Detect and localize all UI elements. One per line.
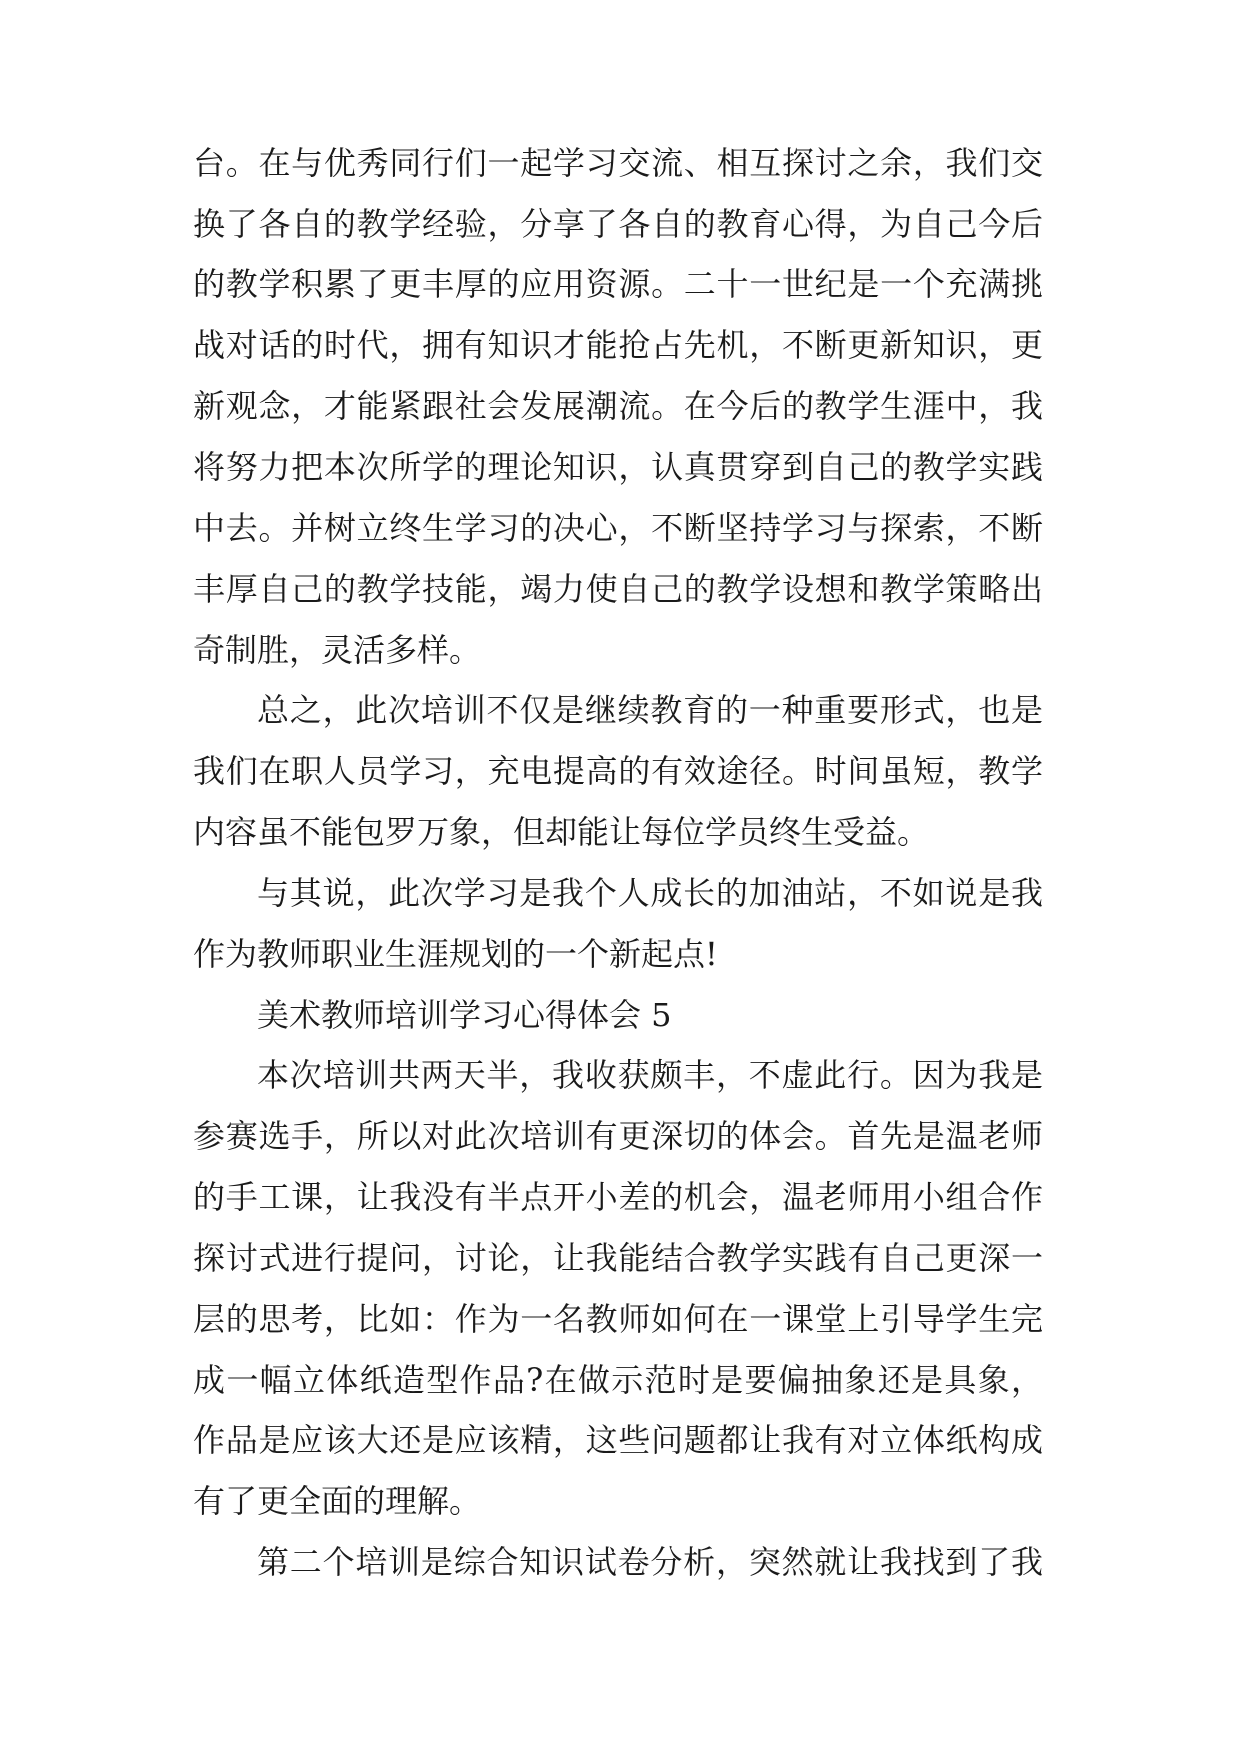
text-line: 换了各自的教学经验，分享了各自的教育心得，为自己今后 bbox=[193, 205, 1043, 243]
text-line: 参赛选手，所以对此次培训有更深切的体会。首先是温老师 bbox=[193, 1117, 1043, 1155]
text-line: 与其说，此次学习是我个人成长的加油站，不如说是我 bbox=[257, 874, 1043, 912]
text-line: 作品是应该大还是应该精，这些问题都让我有对立体纸构成 bbox=[193, 1421, 1043, 1459]
text-line: 将努力把本次所学的理论知识，认真贯穿到自己的教学实践 bbox=[193, 448, 1043, 486]
text-line: 层的思考，比如：作为一名教师如何在一课堂上引导学生完 bbox=[193, 1300, 1043, 1338]
text-line: 丰厚自己的教学技能，竭力使自己的教学设想和教学策略出 bbox=[193, 570, 1043, 608]
text-line: 台。在与优秀同行们一起学习交流、相互探讨之余，我们交 bbox=[193, 144, 1043, 182]
text-line: 总之，此次培训不仅是继续教育的一种重要形式，也是 bbox=[257, 691, 1043, 729]
text-line: 战对话的时代，拥有知识才能抢占先机，不断更新知识，更 bbox=[193, 326, 1043, 364]
text-line: 内容虽不能包罗万象，但却能让每位学员终生受益。 bbox=[193, 813, 930, 851]
section-heading: 美术教师培训学习心得体会 5 bbox=[257, 996, 672, 1034]
text-line: 奇制胜，灵活多样。 bbox=[193, 631, 482, 669]
text-line: 的教学积累了更丰厚的应用资源。二十一世纪是一个充满挑 bbox=[193, 265, 1043, 303]
text-line: 第二个培训是综合知识试卷分析，突然就让我找到了我 bbox=[257, 1543, 1043, 1581]
text-line: 本次培训共两天半，我收获颇丰，不虚此行。因为我是 bbox=[257, 1056, 1043, 1094]
text-line: 新观念，才能紧跟社会发展潮流。在今后的教学生涯中，我 bbox=[193, 387, 1043, 425]
text-line: 的手工课，让我没有半点开小差的机会，温老师用小组合作 bbox=[193, 1178, 1043, 1216]
text-line: 探讨式进行提问，讨论，让我能结合教学实践有自己更深一 bbox=[193, 1239, 1043, 1277]
text-line: 中去。并树立终生学习的决心，不断坚持学习与探索，不断 bbox=[193, 509, 1043, 547]
text-line: 作为教师职业生涯规划的一个新起点! bbox=[193, 935, 718, 973]
text-line: 我们在职人员学习，充电提高的有效途径。时间虽短，教学 bbox=[193, 752, 1043, 790]
text-line: 成一幅立体纸造型作品?在做示范时是要偏抽象还是具象， bbox=[193, 1361, 1043, 1399]
text-line: 有了更全面的理解。 bbox=[193, 1482, 482, 1520]
